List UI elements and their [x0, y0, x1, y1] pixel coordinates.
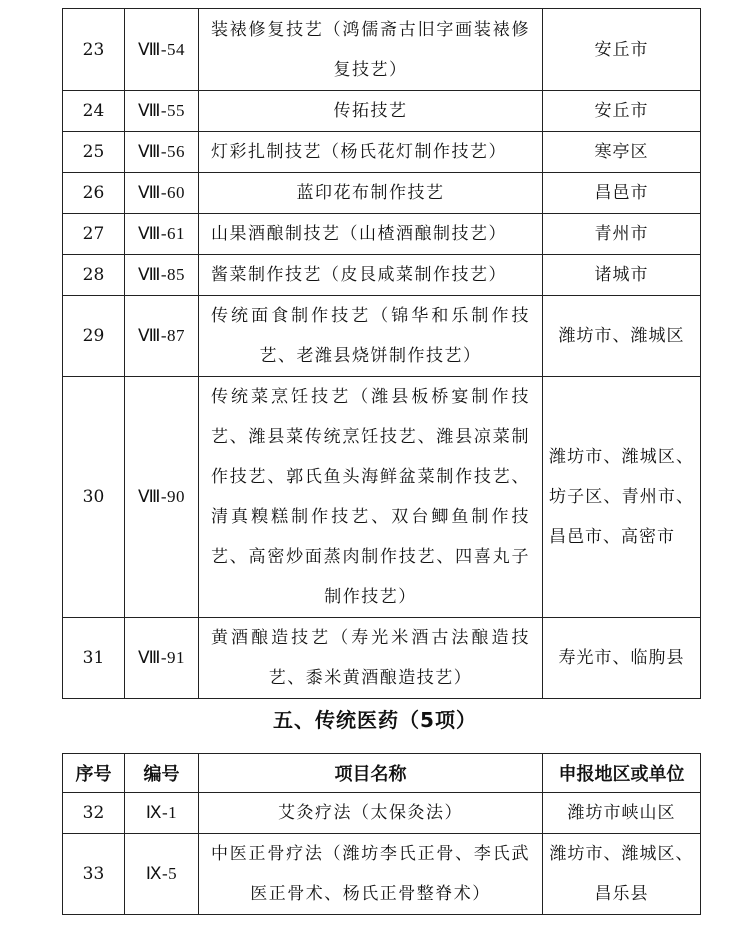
heritage-table-medicine — [62, 753, 701, 915]
item-code: Ⅷ-61 — [125, 214, 199, 255]
table-row — [63, 214, 701, 255]
row-number: 31 — [63, 618, 125, 699]
item-code: Ⅷ-54 — [125, 9, 199, 91]
item-name: 传拓技艺 — [199, 91, 543, 132]
table-row — [63, 255, 701, 296]
item-region: 寿光市、临朐县 — [543, 618, 701, 699]
row-number: 33 — [63, 834, 125, 915]
header-number: 序号 — [63, 754, 125, 793]
section-heading: 五、传统医药（5项） — [273, 708, 477, 732]
table-row — [63, 618, 701, 699]
item-name: 酱菜制作技艺（皮艮咸菜制作技艺） — [199, 255, 543, 296]
item-name: 山果酒酿制技艺（山楂酒酿制技艺） — [199, 214, 543, 255]
item-region: 青州市 — [543, 214, 701, 255]
row-number: 25 — [63, 132, 125, 173]
row-number: 30 — [63, 377, 125, 618]
item-code: Ⅸ-5 — [125, 834, 199, 915]
item-code: Ⅷ-91 — [125, 618, 199, 699]
item-code: Ⅷ-60 — [125, 173, 199, 214]
table-row — [63, 296, 701, 377]
table-row — [63, 173, 701, 214]
item-name: 艾灸疗法（太保灸法） — [199, 793, 543, 834]
item-code: Ⅷ-85 — [125, 255, 199, 296]
item-name: 黄酒酿造技艺（寿光米酒古法酿造技艺、黍米黄酒酿造技艺） — [199, 618, 543, 699]
table-row — [63, 91, 701, 132]
item-code: Ⅷ-90 — [125, 377, 199, 618]
table-row — [63, 132, 701, 173]
item-name: 传统菜烹饪技艺（潍县板桥宴制作技艺、潍县菜传统烹饪技艺、潍县凉菜制作技艺、郭氏鱼头海鲜盆菜制作技艺、清真糗糕制作技艺、双台鲫鱼制作技艺、高密炒面蒸肉制作技艺、四喜丸子制作技艺） — [199, 377, 543, 618]
item-region: 潍坊市、潍城区、坊子区、青州市、昌邑市、高密市 — [543, 377, 701, 618]
row-number: 32 — [63, 793, 125, 834]
item-code: Ⅷ-87 — [125, 296, 199, 377]
row-number: 27 — [63, 214, 125, 255]
item-region: 昌邑市 — [543, 173, 701, 214]
item-code: Ⅷ-56 — [125, 132, 199, 173]
item-name: 蓝印花布制作技艺 — [199, 173, 543, 214]
header-code: 编号 — [125, 754, 199, 793]
header-region: 申报地区或单位 — [543, 754, 701, 793]
table-row — [63, 793, 701, 834]
table-row — [63, 9, 701, 91]
table-header-row — [63, 754, 701, 793]
heritage-table-crafts — [62, 8, 701, 699]
item-code: Ⅸ-1 — [125, 793, 199, 834]
item-region: 安丘市 — [543, 91, 701, 132]
row-number: 26 — [63, 173, 125, 214]
item-region: 潍坊市峡山区 — [543, 793, 701, 834]
row-number: 28 — [63, 255, 125, 296]
item-region: 寒亭区 — [543, 132, 701, 173]
item-name: 传统面食制作技艺（锦华和乐制作技艺、老潍县烧饼制作技艺） — [199, 296, 543, 377]
item-region: 诸城市 — [543, 255, 701, 296]
item-name: 灯彩扎制技艺（杨氏花灯制作技艺） — [199, 132, 543, 173]
item-name: 中医正骨疗法（潍坊李氏正骨、李氏武医正骨术、杨氏正骨整脊术） — [199, 834, 543, 915]
item-region: 潍坊市、潍城区 — [543, 296, 701, 377]
table-row — [63, 834, 701, 915]
row-number: 24 — [63, 91, 125, 132]
item-region: 潍坊市、潍城区、昌乐县 — [543, 834, 701, 915]
item-name: 装裱修复技艺（鸿儒斋古旧字画装裱修复技艺） — [199, 9, 543, 91]
row-number: 23 — [63, 9, 125, 91]
header-name: 项目名称 — [199, 754, 543, 793]
row-number: 29 — [63, 296, 125, 377]
item-region: 安丘市 — [543, 9, 701, 91]
table-row — [63, 377, 701, 618]
item-code: Ⅷ-55 — [125, 91, 199, 132]
